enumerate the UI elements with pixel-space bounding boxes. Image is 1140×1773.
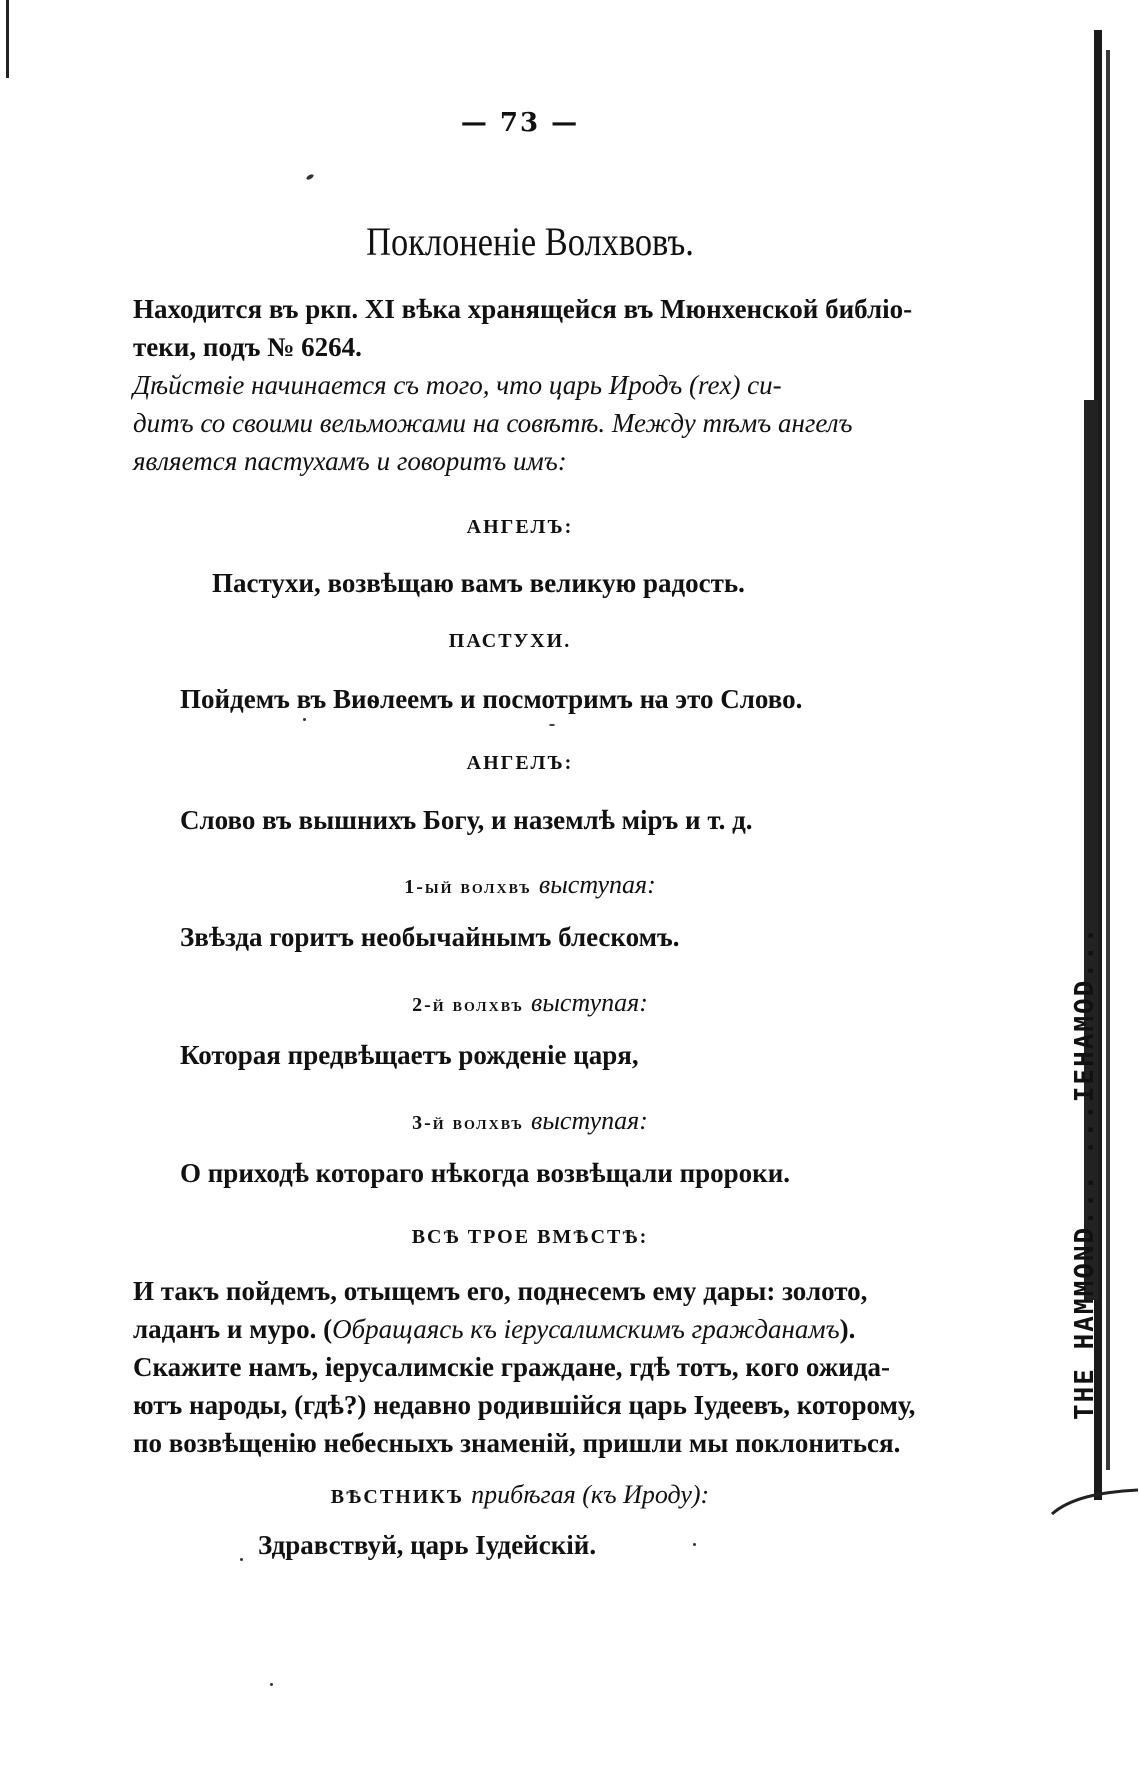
ink-speck (270, 1683, 273, 1686)
stage-note: выступая: (538, 870, 656, 899)
stage-direction-paragraph (133, 366, 917, 480)
ink-speck (693, 1543, 696, 1546)
speaker-shepherds: ПАСТУХИ. (448, 630, 572, 652)
speaker-name: ВѢСТНИКЪ (330, 1486, 465, 1508)
speaker-name: 3-й волхвъ (412, 1112, 525, 1134)
dialogue-line: Здравствуй, царь Іудейскій. (258, 1530, 597, 1560)
stage-note: прибѣгая (къ Ироду): (471, 1480, 710, 1509)
speaker-name: 1-ый волхвъ (404, 876, 532, 898)
dialogue-line: Слово въ вышнихъ Богу, и наземлѣ міръ и т. д. (180, 805, 753, 835)
speaker-angel: АНГЕЛЪ: (466, 516, 574, 538)
intro-line: Находится въ ркп. XI вѣка хранящейся въ Мюнхенской библіо- (133, 294, 913, 324)
dialogue-line: Которая предвѣщаетъ рожденіе царя, (180, 1040, 639, 1070)
speaker-magus-3 (290, 1106, 770, 1136)
scan-edge-mark (6, 0, 9, 78)
speech-line: ютъ народы, (гдѣ?) недавно родившійся царь Іудеевъ, которому, (133, 1390, 916, 1420)
ink-speck (303, 718, 306, 721)
speech-line: по возвѣщенію небесныхъ знаменій, пришли мы поклониться. (133, 1428, 901, 1458)
scan-swoosh-mark (1050, 1488, 1140, 1518)
stage-note: выступая: (531, 1106, 648, 1135)
ink-speck (306, 173, 315, 180)
speaker-magus-1 (290, 870, 770, 900)
dialogue-line: Пойдемъ въ Виѳлеемъ и посмотримъ на это Слово. (180, 684, 803, 714)
speaker-name: 2-й волхвъ (412, 994, 525, 1016)
all-three-paragraph (133, 1272, 917, 1462)
page-number: — 73 — (460, 108, 580, 138)
spine-text: THE HAMMOND... ...IEHAMOD... (1070, 925, 1100, 1420)
speech-line: Скажите намъ, іерусалимскіе граждане, гдѣ тотъ, кого ожида- (133, 1352, 890, 1382)
speaker-magus-2 (290, 988, 770, 1018)
page-title: Поклоненіе Волхвовъ. (366, 219, 694, 264)
ink-speck (240, 1558, 243, 1561)
dialogue-line: О приходѣ котораго нѣкогда возвѣщали пророки. (180, 1158, 791, 1188)
speaker-angel: АНГЕЛЪ: (466, 752, 574, 774)
stage-line: является пастухамъ и говоритъ имъ: (133, 446, 567, 476)
dialogue-line: Пастухи, возвѣщаю вамъ великую радость. (212, 568, 745, 598)
speaker-messenger (280, 1480, 760, 1510)
stage-note: выступая: (531, 988, 648, 1017)
ink-speck (549, 724, 555, 726)
dialogue-line: Звѣзда горитъ необычайнымъ блескомъ. (180, 922, 680, 952)
stage-line: Дѣйствіе начинается съ того, что царь Иродъ (rex) си- (133, 370, 782, 400)
speech-line: ладанъ и мурo. (Обращаясь къ іерусалимскимъ гражданамъ). (133, 1314, 856, 1344)
intro-paragraph (133, 290, 917, 366)
stage-line: дитъ со своими вельможами на совѣтѣ. Между тѣмъ ангелъ (133, 408, 853, 438)
speech-line: И такъ пойдемъ, отыщемъ его, поднесемъ ему дары: золото, (133, 1276, 868, 1306)
speaker-all-three: ВСѢ ТРОЕ ВМѢСТѢ: (411, 1226, 649, 1248)
intro-line: теки, подъ № 6264. (133, 332, 362, 362)
